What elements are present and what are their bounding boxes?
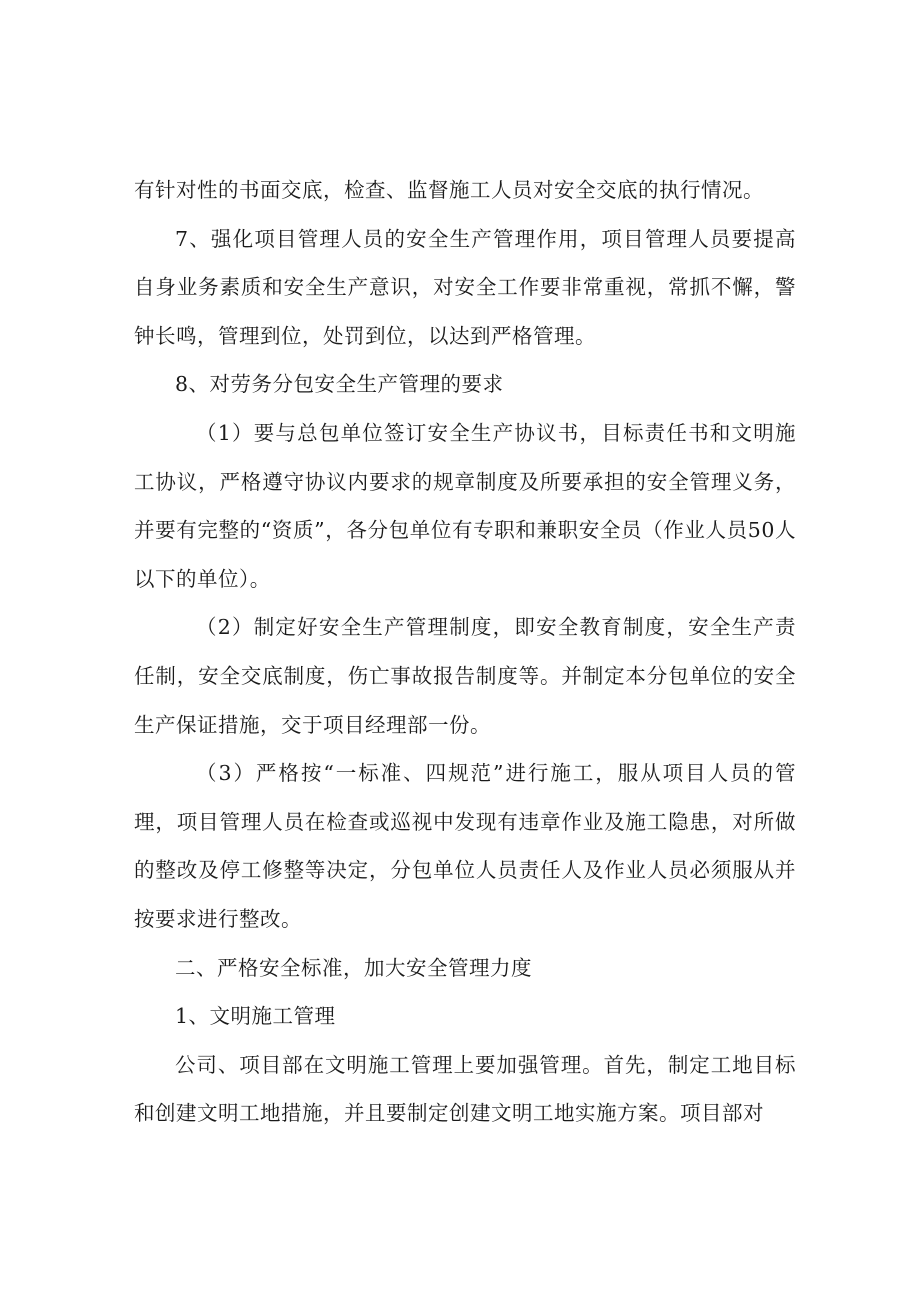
section-heading-2: 二、严格安全标准，加大安全管理力度: [175, 955, 532, 980]
paragraph-heading-civilized-construction: 1、文明施工管理: [175, 1004, 336, 1029]
paragraph-civilized-construction-body: 公司、项目部在文明施工管理上要加强管理。首先，制定工地目标和创建文明工地措施，并且要制定创建文明工地实施方案。项目部对: [134, 1052, 796, 1126]
paragraph-sub-item-2: （2）制定好安全生产管理制度，即安全教育制度，安全生产责任制，安全交底制度，伤亡事故报告制度等。并制定本分包单位的安全生产保证措施，交于项目经理部一份。: [134, 615, 796, 737]
paragraph-sub-item-3: （3）严格按“一标准、四规范”进行施工，服从项目人员的管理，项目管理人员在检查或巡视中发现有违章作业及施工隐患，对所做的整改及停工修整等决定，分包单位人员责任人及作业人员必须服从并按要求进行整改。: [134, 761, 796, 931]
document-body: [134, 166, 796, 1138]
paragraph-item-7: 7、强化项目管理人员的安全生产管理作用，项目管理人员要提高自身业务素质和安全生产意识，对安全工作要非常重视，常抓不懈，警钟长鸣，管理到位，处罚到位，以达到严格管理。: [134, 226, 796, 348]
paragraph-sub-item-1: （1）要与总包单位签订安全生产协议书，目标责任书和文明施工协议，严格遵守协议内要求的规章制度及所要承担的安全管理义务，并要有完整的“资质”，各分包单位有专职和兼职安全员（作业人员50人以下的单位）。: [134, 420, 796, 591]
paragraph-item-8-heading: 8、对劳务分包安全生产管理的要求: [175, 372, 504, 397]
paragraph-continuation: 有针对性的书面交底，检查、监督施工人员对安全交底的执行情况。: [134, 178, 764, 202]
